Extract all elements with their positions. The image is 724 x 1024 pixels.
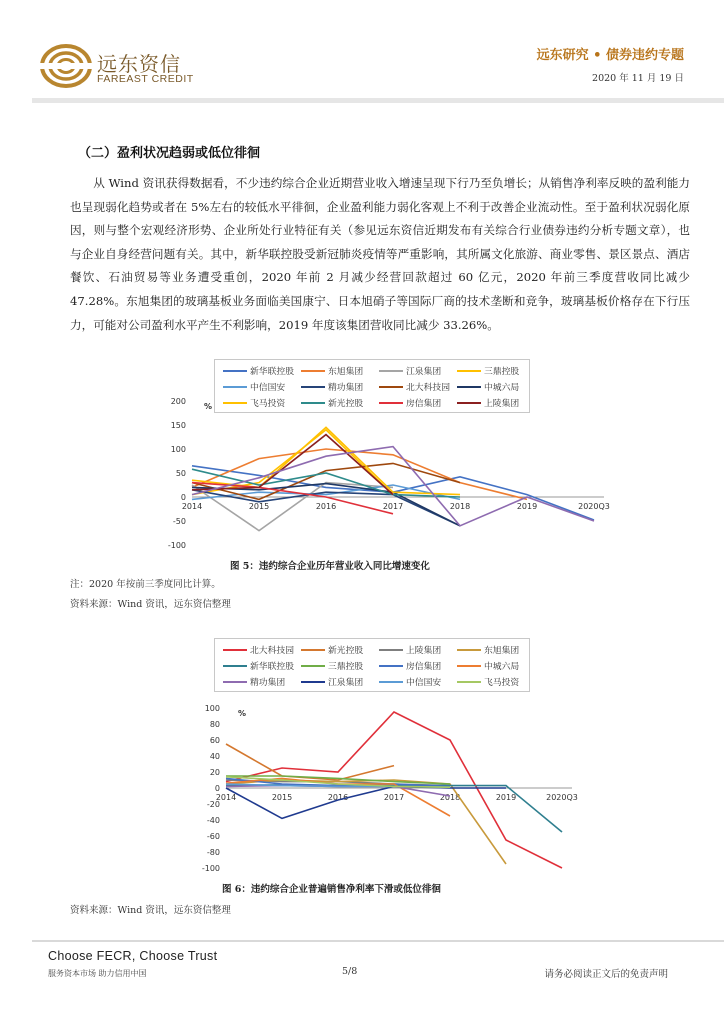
chart1-legend-label: 东旭集团 bbox=[328, 367, 364, 377]
figure5-source: 资料来源：Wind 资讯，远东资信整理 bbox=[70, 599, 231, 610]
chart1-legend-item bbox=[457, 364, 519, 377]
chart1-legend-item bbox=[457, 380, 519, 393]
chart1-legend-label: 房信集团 bbox=[406, 399, 442, 409]
chart2-legend-item bbox=[379, 675, 441, 688]
chart2-y-tick: 0 bbox=[214, 784, 220, 793]
chart2-unit-label: % bbox=[238, 709, 247, 718]
page-number: 5/8 bbox=[342, 966, 358, 977]
report-date: 2020 年 11 月 19 日 bbox=[592, 73, 684, 84]
footer-slogan-en: Choose FECR, Choose Trust bbox=[48, 949, 218, 963]
chart1-legend-item bbox=[379, 364, 441, 377]
figure5-note: 注：2020 年按前三季度同比计算。 bbox=[70, 579, 221, 590]
chart2-legend-swatch bbox=[223, 665, 247, 667]
chart1-legend-label: 中信国安 bbox=[250, 383, 286, 393]
chart2-legend-label: 中信国安 bbox=[406, 678, 442, 688]
chart2-legend-item bbox=[223, 643, 294, 656]
chart2-x-tick: 2017 bbox=[383, 793, 405, 802]
body-paragraph: 从 Wind 资讯获得数据看，不少违约综合企业近期营业收入增速呈现下行乃至负增长；从销售净利率反映的盈利能力也呈现弱化趋势或者在 5%左右的较低水平徘徊，企业盈利能力弱化客观上不利于改善企业流动性。至于盈利状况弱化原因，则与整个宏观经济形势、企业所处行业特征有关（参见远东资信近期发布有关综合行业债券违约分析专题文章），也与企业自身经营问题有关。其中，新华联控股受新冠肺炎疫情等严重影响，其所属文化旅游、商业零售、景区景点、酒店餐饮、石油贸易等业务遭受重创，2020 年前 2 月减少经营回款超过 60 亿元，2020 年前三季度营收同比减少 47.28%。东旭集团的玻璃基板业务面临美国康宁、日本旭硝子等国际厂商的技术垄断和竞争，玻璃基板价格存在下行压力，可能对公司盈利水平产生不利影响，2019 年度该集团营收同比减少 33.26%。 bbox=[70, 176, 690, 332]
section-title: （二）盈利状况趋弱或低位徘徊 bbox=[78, 146, 261, 161]
chart2-legend-swatch bbox=[223, 681, 247, 683]
chart2-legend-label: 飞马投资 bbox=[484, 678, 520, 688]
chart1-legend-item bbox=[301, 364, 363, 377]
chart2-legend-label: 三鼎控股 bbox=[328, 662, 364, 672]
chart2-legend-label: 新光控股 bbox=[328, 646, 364, 656]
chart2-net-margin bbox=[150, 700, 620, 872]
chart2-legend-label: 江泉集团 bbox=[328, 678, 364, 688]
chart2-legend-label: 上陵集团 bbox=[406, 646, 442, 656]
chart2-legend-swatch bbox=[457, 649, 481, 651]
chart2-legend-label: 房信集团 bbox=[406, 662, 442, 672]
chart2-legend-swatch bbox=[457, 665, 481, 667]
chart2-legend-item bbox=[379, 659, 441, 672]
chart1-legend-label: 中城六局 bbox=[484, 383, 520, 393]
logo-icon bbox=[40, 44, 92, 88]
chart2-series-line bbox=[226, 744, 394, 780]
chart2-legend-label: 中城六局 bbox=[484, 662, 520, 672]
chart1-legend-label: 新华联控股 bbox=[250, 367, 294, 377]
header-divider bbox=[32, 98, 724, 103]
chart2-legend-label: 北大科技园 bbox=[250, 646, 294, 656]
chart1-y-tick: 150 bbox=[170, 421, 186, 430]
chart1-x-tick: 2014 bbox=[181, 502, 203, 511]
chart1-legend-swatch bbox=[457, 386, 481, 388]
chart2-legend-swatch bbox=[301, 665, 325, 667]
chart1-legend-label: 上陵集团 bbox=[484, 399, 520, 409]
chart1-x-tick: 2017 bbox=[382, 502, 404, 511]
chart2-x-tick: 2018 bbox=[439, 793, 461, 802]
chart2-y-tick: -80 bbox=[206, 848, 220, 857]
chart2-legend-swatch bbox=[457, 681, 481, 683]
chart1-y-tick: 50 bbox=[175, 469, 186, 478]
chart2-x-tick: 2016 bbox=[327, 793, 349, 802]
chart1-x-tick: 2018 bbox=[449, 502, 471, 511]
chart1-x-tick: 2015 bbox=[248, 502, 270, 511]
chart2-legend-item bbox=[457, 643, 519, 656]
chart1-legend-swatch bbox=[301, 370, 325, 372]
chart2-legend-swatch bbox=[223, 649, 247, 651]
chart1-legend-label: 新光控股 bbox=[328, 399, 364, 409]
chart2-y-tick: 20 bbox=[209, 768, 220, 777]
chart2-x-tick: 2020Q3 bbox=[546, 793, 578, 802]
chart2-legend-item bbox=[301, 643, 363, 656]
chart2-series-line bbox=[226, 786, 506, 818]
header bbox=[0, 0, 724, 110]
chart2-legend-label: 新华联控股 bbox=[250, 662, 294, 672]
chart1-x-tick: 2019 bbox=[516, 502, 538, 511]
chart2-legend-swatch bbox=[379, 681, 403, 683]
chart1-y-tick: -50 bbox=[172, 517, 186, 526]
figure6-caption: 图 6：违约综合企业普遍销售净利率下滑或低位徘徊 bbox=[222, 884, 441, 895]
chart2-legend-item bbox=[301, 675, 363, 688]
chart1-legend-label: 精功集团 bbox=[328, 383, 364, 393]
chart1-legend-swatch bbox=[379, 370, 403, 372]
figure5-caption: 图 5：违约综合企业历年营业收入同比增速变化 bbox=[230, 561, 430, 572]
chart2-y-tick: 40 bbox=[209, 752, 220, 761]
chart1-legend-label: 北大科技园 bbox=[406, 383, 450, 393]
chart2-legend-item bbox=[457, 659, 519, 672]
footer-divider bbox=[32, 940, 724, 942]
chart1-legend-item bbox=[223, 380, 285, 393]
logo-text-en: FAREAST CREDIT bbox=[97, 73, 194, 85]
chart1-x-tick: 2016 bbox=[315, 502, 337, 511]
chart2-legend-item bbox=[379, 643, 441, 656]
chart1-legend-swatch bbox=[223, 370, 247, 372]
chart2-legend-item bbox=[301, 659, 363, 672]
chart1-legend-item bbox=[223, 364, 294, 377]
chart2-x-tick: 2019 bbox=[495, 793, 517, 802]
chart1-y-tick: 0 bbox=[180, 493, 186, 502]
chart2-legend-label: 精功集团 bbox=[250, 678, 286, 688]
chart2-x-tick: 2015 bbox=[271, 793, 293, 802]
chart1-legend-swatch bbox=[379, 386, 403, 388]
chart2-x-tick: 2014 bbox=[215, 793, 237, 802]
chart2-y-tick: -40 bbox=[206, 816, 220, 825]
chart1-legend-swatch bbox=[223, 386, 247, 388]
chart1-y-tick: 100 bbox=[170, 445, 186, 454]
chart2-legend-item bbox=[457, 675, 519, 688]
chart2-legend-label: 东旭集团 bbox=[484, 646, 520, 656]
disclaimer: 请务必阅读正文后的免责声明 bbox=[544, 969, 668, 980]
chart1-legend-swatch bbox=[301, 386, 325, 388]
chart1-revenue-growth bbox=[120, 395, 620, 550]
chart2-legend-item bbox=[223, 659, 294, 672]
chart2-legend-swatch bbox=[301, 681, 325, 683]
chart2-legend-swatch bbox=[379, 665, 403, 667]
report-title: 远东研究 • 债券违约专题 bbox=[536, 48, 684, 63]
chart1-legend-item bbox=[379, 380, 450, 393]
chart1-series-line bbox=[192, 449, 527, 499]
chart2-legend-swatch bbox=[379, 649, 403, 651]
chart2-legend-swatch bbox=[301, 649, 325, 651]
chart1-legend-swatch bbox=[457, 370, 481, 372]
chart1-unit-label: % bbox=[204, 402, 213, 411]
figure6-source: 资料来源：Wind 资讯，远东资信整理 bbox=[70, 905, 231, 916]
chart1-x-tick: 2020Q3 bbox=[578, 502, 610, 511]
footer-slogan-cn: 服务资本市场 助力信用中国 bbox=[48, 969, 147, 978]
chart2-y-tick: 80 bbox=[209, 720, 220, 729]
chart2-y-tick: 60 bbox=[209, 736, 220, 745]
logo-text-cn: 远东资信 bbox=[97, 52, 181, 76]
chart2-y-tick: -100 bbox=[201, 864, 220, 872]
chart2-y-tick: 100 bbox=[204, 704, 220, 713]
chart2-legend-item bbox=[223, 675, 285, 688]
chart2-y-tick: -20 bbox=[206, 800, 220, 809]
chart1-legend-label: 江泉集团 bbox=[406, 367, 442, 377]
chart2-legend bbox=[214, 638, 530, 692]
chart1-legend-label: 三鼎控股 bbox=[484, 367, 520, 377]
chart2-series-line bbox=[226, 785, 562, 832]
chart1-legend-label: 飞马投资 bbox=[250, 399, 286, 409]
chart1-legend-item bbox=[301, 380, 363, 393]
chart1-y-tick: 200 bbox=[170, 397, 186, 406]
chart1-y-tick: -100 bbox=[167, 541, 186, 550]
chart2-y-tick: -60 bbox=[206, 832, 220, 841]
